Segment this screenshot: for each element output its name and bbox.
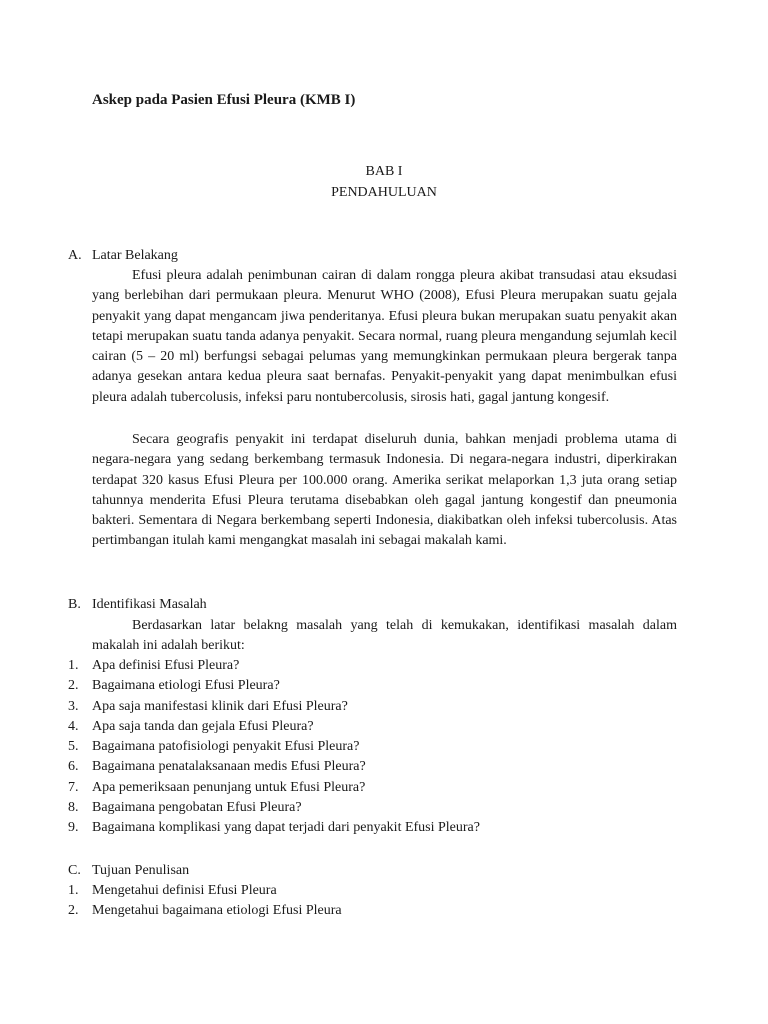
section-c-heading: [68, 861, 189, 881]
section-a-letter: A.: [68, 248, 82, 263]
list-item: 6. Bagaimana penatalaksanaan medis Efusi Pleura?: [68, 759, 366, 775]
list-item: 2. Mengetahui bagaimana etiologi Efusi Pleura: [68, 903, 342, 919]
objective-list: [68, 881, 342, 922]
section-a-paragraph-2: Secara geografis penyakit ini terdapat diseluruh dunia, bahkan menjadi problema utama di negara-negara yang sedang berkembang termasuk Indonesia. Di negara-negara industri, diperkirakan terdapat 320 kasus Efusi Pleura per 100.000 orang. Amerika serikat melaporkan 1,3 juta orang setiap tahunnya menderita Efusi Pleura terutama disebabkan oleh gagal jantung kongestif dan pneumonia bakteri. Sementara di Negara berkembang seperti Indonesia, diakibatkan oleh infeksi tubercolusis. Atas pertimbangan itulah kami mengangkat masalah ini sebagai makalah kami.: [92, 432, 677, 549]
list-item: 5. Bagaimana patofisiologi penyakit Efusi Pleura?: [68, 739, 360, 755]
problem-list: [68, 656, 480, 839]
section-b-intro: Berdasarkan latar belakng masalah yang telah di kemukakan, identifikasi masalah dalam makalah ini adalah berikut:: [92, 618, 677, 654]
section-b-letter: B.: [68, 597, 81, 612]
chapter-name: PENDAHULUAN: [331, 185, 437, 200]
list-item: 4. Apa saja tanda dan gejala Efusi Pleura?: [68, 718, 314, 734]
list-item: 1. Mengetahui definisi Efusi Pleura: [68, 883, 277, 898]
chapter-number: BAB I: [365, 164, 403, 179]
section-a-title: Latar Belakang: [92, 248, 178, 263]
section-c-letter: C.: [68, 863, 81, 878]
list-item: 8. Bagaimana pengobatan Efusi Pleura?: [68, 800, 302, 816]
list-item: 1. Apa definisi Efusi Pleura?: [68, 658, 240, 673]
list-item: 7. Apa pemeriksaan penunjang untuk Efusi Pleura?: [68, 779, 366, 795]
document-title: Askep pada Pasien Efusi Pleura (KMB I): [92, 92, 356, 108]
list-item: 9. Bagaimana komplikasi yang dapat terjadi dari penyakit Efusi Pleura?: [68, 820, 480, 836]
section-b-title: Identifikasi Masalah: [92, 597, 207, 612]
list-item: 2. Bagaimana etiologi Efusi Pleura?: [68, 678, 280, 694]
section-a-heading: [68, 246, 178, 266]
section-b-heading: [68, 595, 207, 615]
list-item: 3. Apa saja manifestasi klinik dari Efusi Pleura?: [68, 698, 348, 714]
section-a-paragraph-1: Efusi pleura adalah penimbunan cairan di dalam rongga pleura akibat transudasi atau eksudasi yang berlebihan dari permukaan pleura. Menurut WHO (2008), Efusi Pleura merupakan suatu gejala penyakit yang dapat mengancam jiwa penderitanya. Efusi pleura bukan merupakan suatu penyakit akan tetapi merupakan suatu tanda adanya penyakit. Secara normal, ruang pleura mengandung sejumlah kecil cairan (5 – 20 ml) berfungsi sebagai pelumas yang memungkinkan permukaan pleura bergerak tanpa adanya gesekan antara kedua pleura saat bernafas. Penyakit-penyakit yang dapat menimbulkan efusi pleura adalah tubercolusis, infeksi paru nontubercolusis, sirosis hati, gagal jantung kongesif.: [92, 268, 677, 405]
section-c-title: Tujuan Penulisan: [92, 863, 190, 878]
